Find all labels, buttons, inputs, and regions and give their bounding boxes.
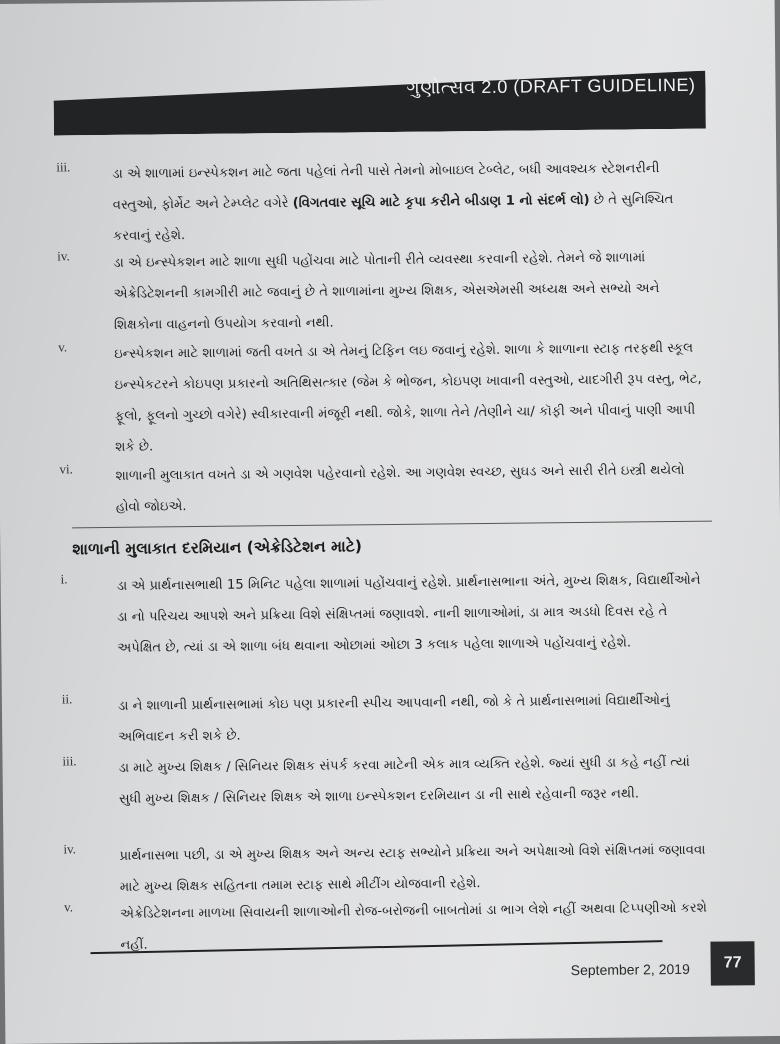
list-item	[58, 333, 709, 464]
item-text: ડા એ શાળામાં ઇન્સ્પેકશન માટે જતા પહેલાં તેની પાસે તેમનો મોબાઇલ ટેબ્લેટ, બધી આવશ્યક સ્ટેશનરીની વસ્તુઓ, ફોર્મેટ અને ટેમ્પ્લેટ વગેરે (વિગતવાર સૂચિ માટે કૃપા કરીને બીડાણ 1 નો સંદર્ભ લો) છે તે સુનિશ્ચિત કરવાનું રહેશે.	[112, 161, 674, 244]
item-text: ડા ને શાળાની પ્રાર્થનાસભામાં કોઇ પણ પ્રકારની સ્પીચ આપવાની નથી, જો કે તે પ્રાર્થનાસભામાં વિદ્યાર્થીઓનું અભિવાદન કરી શકે છે.	[117, 693, 670, 745]
item-number: iii.	[56, 159, 71, 175]
item-text: ડા એ ઇન્સ્પેકશન માટે શાળા સુધી પહોંચવા માટે પોતાની રીતે વ્યવસ્થા કરવાની રહેશે. તેમને જે શાળામાં એક્રેડિટેશનની કામગીરી માટે જવાનું છે તે શાળામાંના મુખ્ય શિક્ષક, એસએમસી અધ્યક્ષ અને સભ્યો અને શિક્ષકોના વાહનનો ઉપયોગ કરવાનો નથી.	[113, 250, 660, 333]
section-title: શાળાની મુલાકાત દરમિયાન (એક્રેડિટેશન માટે)	[72, 537, 362, 559]
page-number: 77	[710, 941, 754, 985]
list-item	[61, 565, 712, 665]
item-number: iv.	[57, 248, 70, 264]
item-number: i.	[60, 571, 68, 587]
list-item	[56, 153, 707, 253]
list-item	[62, 685, 713, 754]
item-text: ડા એ પ્રાર્થનાસભાથી 15 મિનિટ પહેલા શાળામાં પહોંચવાનું રહેશે. પ્રાર્થનાસભાના અંતે, મુખ્ય શિક્ષક, વિદ્યાર્થીઓને ડા નો પરિચય આપશે અને પ્રક્રિયા વિશે સંક્ષિપ્તમાં જણાવશે. નાની શાળાઓમાં, ડા માત્ર અડધો દિવસ રહે તે અપેક્ષિત છે, ત્યાં ડા એ શાળા બંધ થવાના ઓછામાં ઓછા 3 કલાક પહેલા શાળાએ પહોંચવાનું રહેશે.	[116, 572, 701, 656]
list-item	[57, 242, 708, 342]
item-text: શાળાની મુલાકાત વખતે ડા એ ગણવેશ પહેરવાનો રહેશે. આ ગણવેશ સ્વચ્છ, સુઘડ અને સારી રીતે ઇસ્ત્રી થયેલો હોવો જોઇએ.	[115, 462, 685, 515]
list-item	[59, 455, 710, 524]
item-text: પ્રાર્થનાસભા પછી, ડા એ મુખ્ય શિક્ષક અને અન્ય સ્ટાફ સભ્યોને પ્રક્રિયા અને અપેક્ષાઓ વિશે સંક્ષિપ્તમાં જણાવવા માટે મુખ્ય શિક્ષક સહિતના તમામ સ્ટાફ સાથે મીટીંગ યોજવાની રહેશે.	[119, 842, 706, 895]
item-text: એક્રેડિટેશનના માળખા સિવાયની શાળાઓની રોજ-બરોજની બાબતોમાં ડા ભાગ લેશે નહીં અથવા ટિપ્પણીઓ કરશે નહીં.	[120, 900, 707, 953]
bold-reference: (વિગતવાર સૂચિ માટે કૃપા કરીને બીડાણ 1 નો સંદર્ભ લો)	[292, 192, 590, 212]
item-number: vi.	[59, 461, 73, 477]
list-item	[62, 747, 713, 816]
item-number: iv.	[63, 841, 77, 857]
running-header: ગુણોત્સવ 2.0 (DRAFT GUIDELINE)	[406, 74, 696, 98]
footer-date: September 2, 2019	[570, 960, 690, 979]
item-text: ડા માટે મુખ્ય શિક્ષક / સિનિયર શિક્ષક સંપર્ક કરવા માટેની એક માત્ર વ્યક્તિ રહેશે. જ્યાં સુધી ડા કહે નહીં ત્યાં સુધી મુખ્ય શિક્ષક / સિનિયર શિક્ષક એ શાળા ઇન્સ્પેકશન દરમિયાન ડા ની સાથે રહેવાની જરૂર નથી.	[118, 754, 690, 807]
item-number: ii.	[61, 691, 73, 707]
item-text: ઇન્સ્પેકશન માટે શાળામાં જતી વખતે ડા એ તેમનું ટિફિન લઇ જવાનું રહેશે. શાળા કે શાળાના સ્ટાફ તરફથી સ્કૂલ ઇન્સ્પેકટરને કોઇપણ પ્રકારનો અતિથિસત્કાર (જેમ કે ભોજન, કોઇપણ ખાવાની વસ્તુઓ, યાદગીરી રૂપ વસ્તુ, ભેટ, ફૂલો, ફૂલનો ગુચ્છો વગેરે) સ્વીકારવાની મંજૂરી નથી. જોકે, શાળા તેને /તેણીને ચા/ કૉફી અને પીવાનું પાણી આપી શકે છે.	[114, 340, 702, 455]
item-number: v.	[58, 339, 68, 355]
item-number: v.	[63, 899, 74, 915]
item-number: iii.	[62, 753, 77, 769]
